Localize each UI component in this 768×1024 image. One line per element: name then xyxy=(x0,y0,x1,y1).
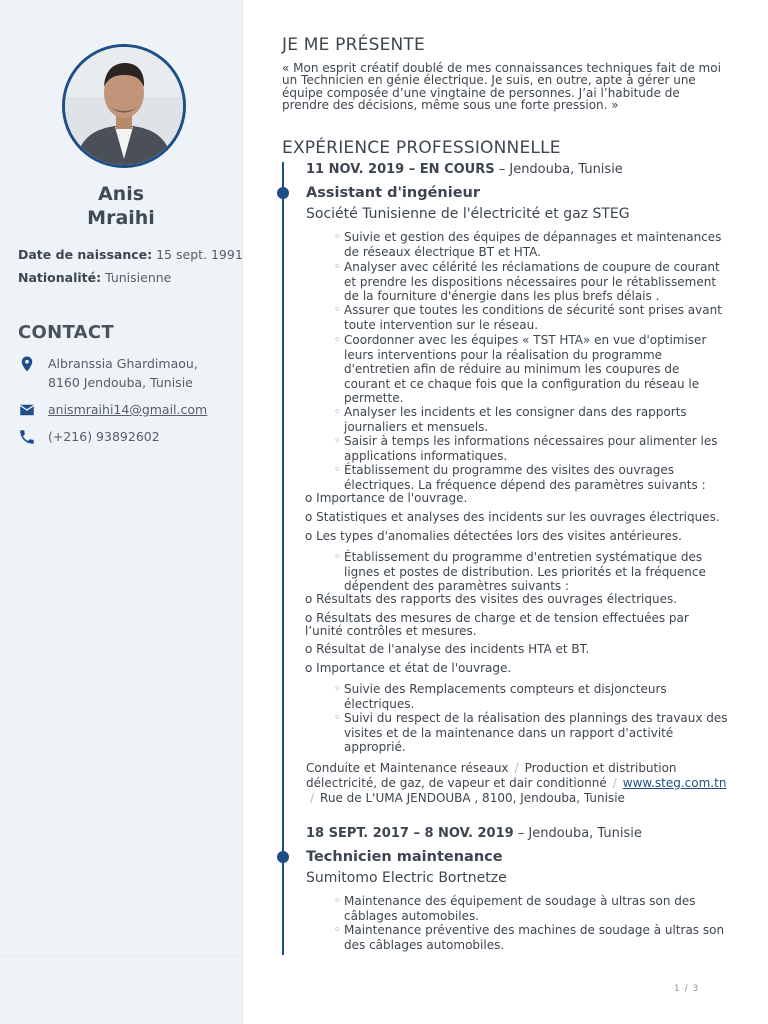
first-name: Anis xyxy=(97,183,145,205)
nationality xyxy=(18,270,171,285)
list-item: ◦ Maintenance préventive des machines de soudage à ultras son des câblages automobiles. xyxy=(334,923,729,952)
list-item: ◦ Coordonner avec les équipes « TST HTA» en vue d'optimiser leurs interventions pour la réalisation du programme d'entretien afin de réduire au minimum les coupures de courant et ce chaque fois que la configuration du réseau le permette. xyxy=(334,333,729,406)
job-role: Assistant d'ingénieur xyxy=(306,185,481,201)
address-line-2: 8160 Jendouba, Tunisie xyxy=(48,375,193,390)
company-website-link[interactable]: www.steg.com.tn xyxy=(622,776,727,790)
list-item: ◦ Maintenance des équipement de soudage à ultras son des câblages automobiles. xyxy=(334,894,729,923)
job-dates xyxy=(306,162,623,177)
job-company: Sumitomo Electric Bortnetze xyxy=(306,870,507,886)
job-location: – Jendouba, Tunisie xyxy=(494,162,623,177)
list-item: ◦ Établissement du programme d'entretien systématique des lignes et postes de distribution. Les priorités et la fréquence dépendent des paramètres suivants : xyxy=(334,550,729,594)
job-date-range: 18 SEPT. 2017 – 8 NOV. 2019 xyxy=(306,826,514,841)
list-item: ◦ Saisir à temps les informations nécessaires pour alimenter les applications informatiques. xyxy=(334,434,729,463)
list-item: ◦ Suivie et gestion des équipes de dépannages et maintenances de réseaux électrique BT et HTA. xyxy=(334,230,729,259)
company-address: Rue de L'UMA JENDOUBA , 8100, Jendouba, Tunisie xyxy=(320,791,625,805)
timeline-line xyxy=(282,162,284,955)
profile-photo xyxy=(62,44,186,168)
list-item: ◦ Suivie des Remplacements compteurs et disjoncteurs électriques. xyxy=(334,682,729,711)
about-heading: JE ME PRÉSENTE xyxy=(282,35,425,55)
list-item: ◦ Assurer que toutes les conditions de sécurité sont prises avant toute intervention sur le réseau. xyxy=(334,303,729,332)
sub-item: o Importance de l'ouvrage. xyxy=(305,491,468,505)
job-date-range: 11 NOV. 2019 – EN COURS xyxy=(306,162,495,177)
page-number: 1 / 3 xyxy=(674,984,700,994)
job-meta: Conduite et Maintenance réseaux / Production et distribution délectricité, de gaz, de vapeur et dair conditionné / www.steg.com.tn / Rue de L'UMA JENDOUBA , 8100, Jendouba, Tunisie xyxy=(306,761,727,805)
about-text: « Mon esprit créatif doublé de mes connaissances techniques fait de moi un Technicien en génie électrique. Je suis, en outre, apte à gérer une équipe composée d’une vingtaine de personnes. J’ai l’habitude de prendre des décisions, même sous une forte pression. » xyxy=(282,61,721,112)
nationality-label: Nationalité: xyxy=(18,270,102,285)
job-sector: Conduite et Maintenance réseaux xyxy=(306,761,509,775)
list-item: ◦ Analyser les incidents et les consigner dans des rapports journaliers et mensuels. xyxy=(334,405,729,434)
job-role: Technicien maintenance xyxy=(306,849,503,865)
list-item: ◦ Suivi du respect de la réalisation des plannings des travaux des visites et de la maintenance dans un rapport d'activité approprié. xyxy=(334,711,729,755)
timeline-dot xyxy=(277,851,289,863)
contact-heading: CONTACT xyxy=(18,322,114,343)
list-item: ◦ Analyser avec célérité les réclamations de coupure de courant et prendre les dispositions nécessaires pour le rétablissement de la fourniture d'énergie dans les plus brefs délais . xyxy=(334,260,729,304)
sub-item: o Statistiques et analyses des incidents sur les ouvrages électriques. xyxy=(305,510,720,524)
birth-value: 15 sept. 1991 xyxy=(156,247,243,262)
birth-label: Date de naissance: xyxy=(18,247,153,262)
job-company: Société Tunisienne de l'électricité et gaz STEG xyxy=(306,206,630,222)
last-name: Mraihi xyxy=(87,207,155,229)
sub-item: o Résultat de l'analyse des incidents HTA et BT. xyxy=(305,642,590,656)
timeline-dot xyxy=(277,187,289,199)
sub-item: o Importance et état de l'ouvrage. xyxy=(305,661,512,675)
sub-item: o Les types d'anomalies détectées lors des visites antérieures. xyxy=(305,529,682,543)
location-pin-icon xyxy=(18,355,36,373)
experience-heading: EXPÉRIENCE PROFESSIONNELLE xyxy=(282,138,561,158)
person-photo-illustration xyxy=(65,47,183,165)
birth-date xyxy=(18,247,243,262)
envelope-icon xyxy=(18,401,36,419)
address-line-1: Albranssia Ghardimaou, xyxy=(48,356,198,371)
sub-item: o Résultats des mesures de charge et de tension effectuées par l’unité contrôles et mesures. xyxy=(305,611,689,638)
nationality-value: Tunisienne xyxy=(105,270,172,285)
phone-number: (+216) 93892602 xyxy=(48,429,160,444)
phone-icon xyxy=(18,428,36,446)
sidebar-divider xyxy=(0,955,242,956)
email-link[interactable]: anismraihi14@gmail.com xyxy=(48,402,208,417)
job-dates xyxy=(306,826,642,841)
list-item: ◦ Établissement du programme des visites des ouvrages électriques. La fréquence dépend des paramètres suivants : xyxy=(334,463,729,492)
job-location: – Jendouba, Tunisie xyxy=(513,826,642,841)
sub-item: o Résultats des rapports des visites des ouvrages électriques. xyxy=(305,592,678,606)
job-activity: Production et distribution délectricité, de gaz, de vapeur et dair conditionné xyxy=(306,761,677,790)
